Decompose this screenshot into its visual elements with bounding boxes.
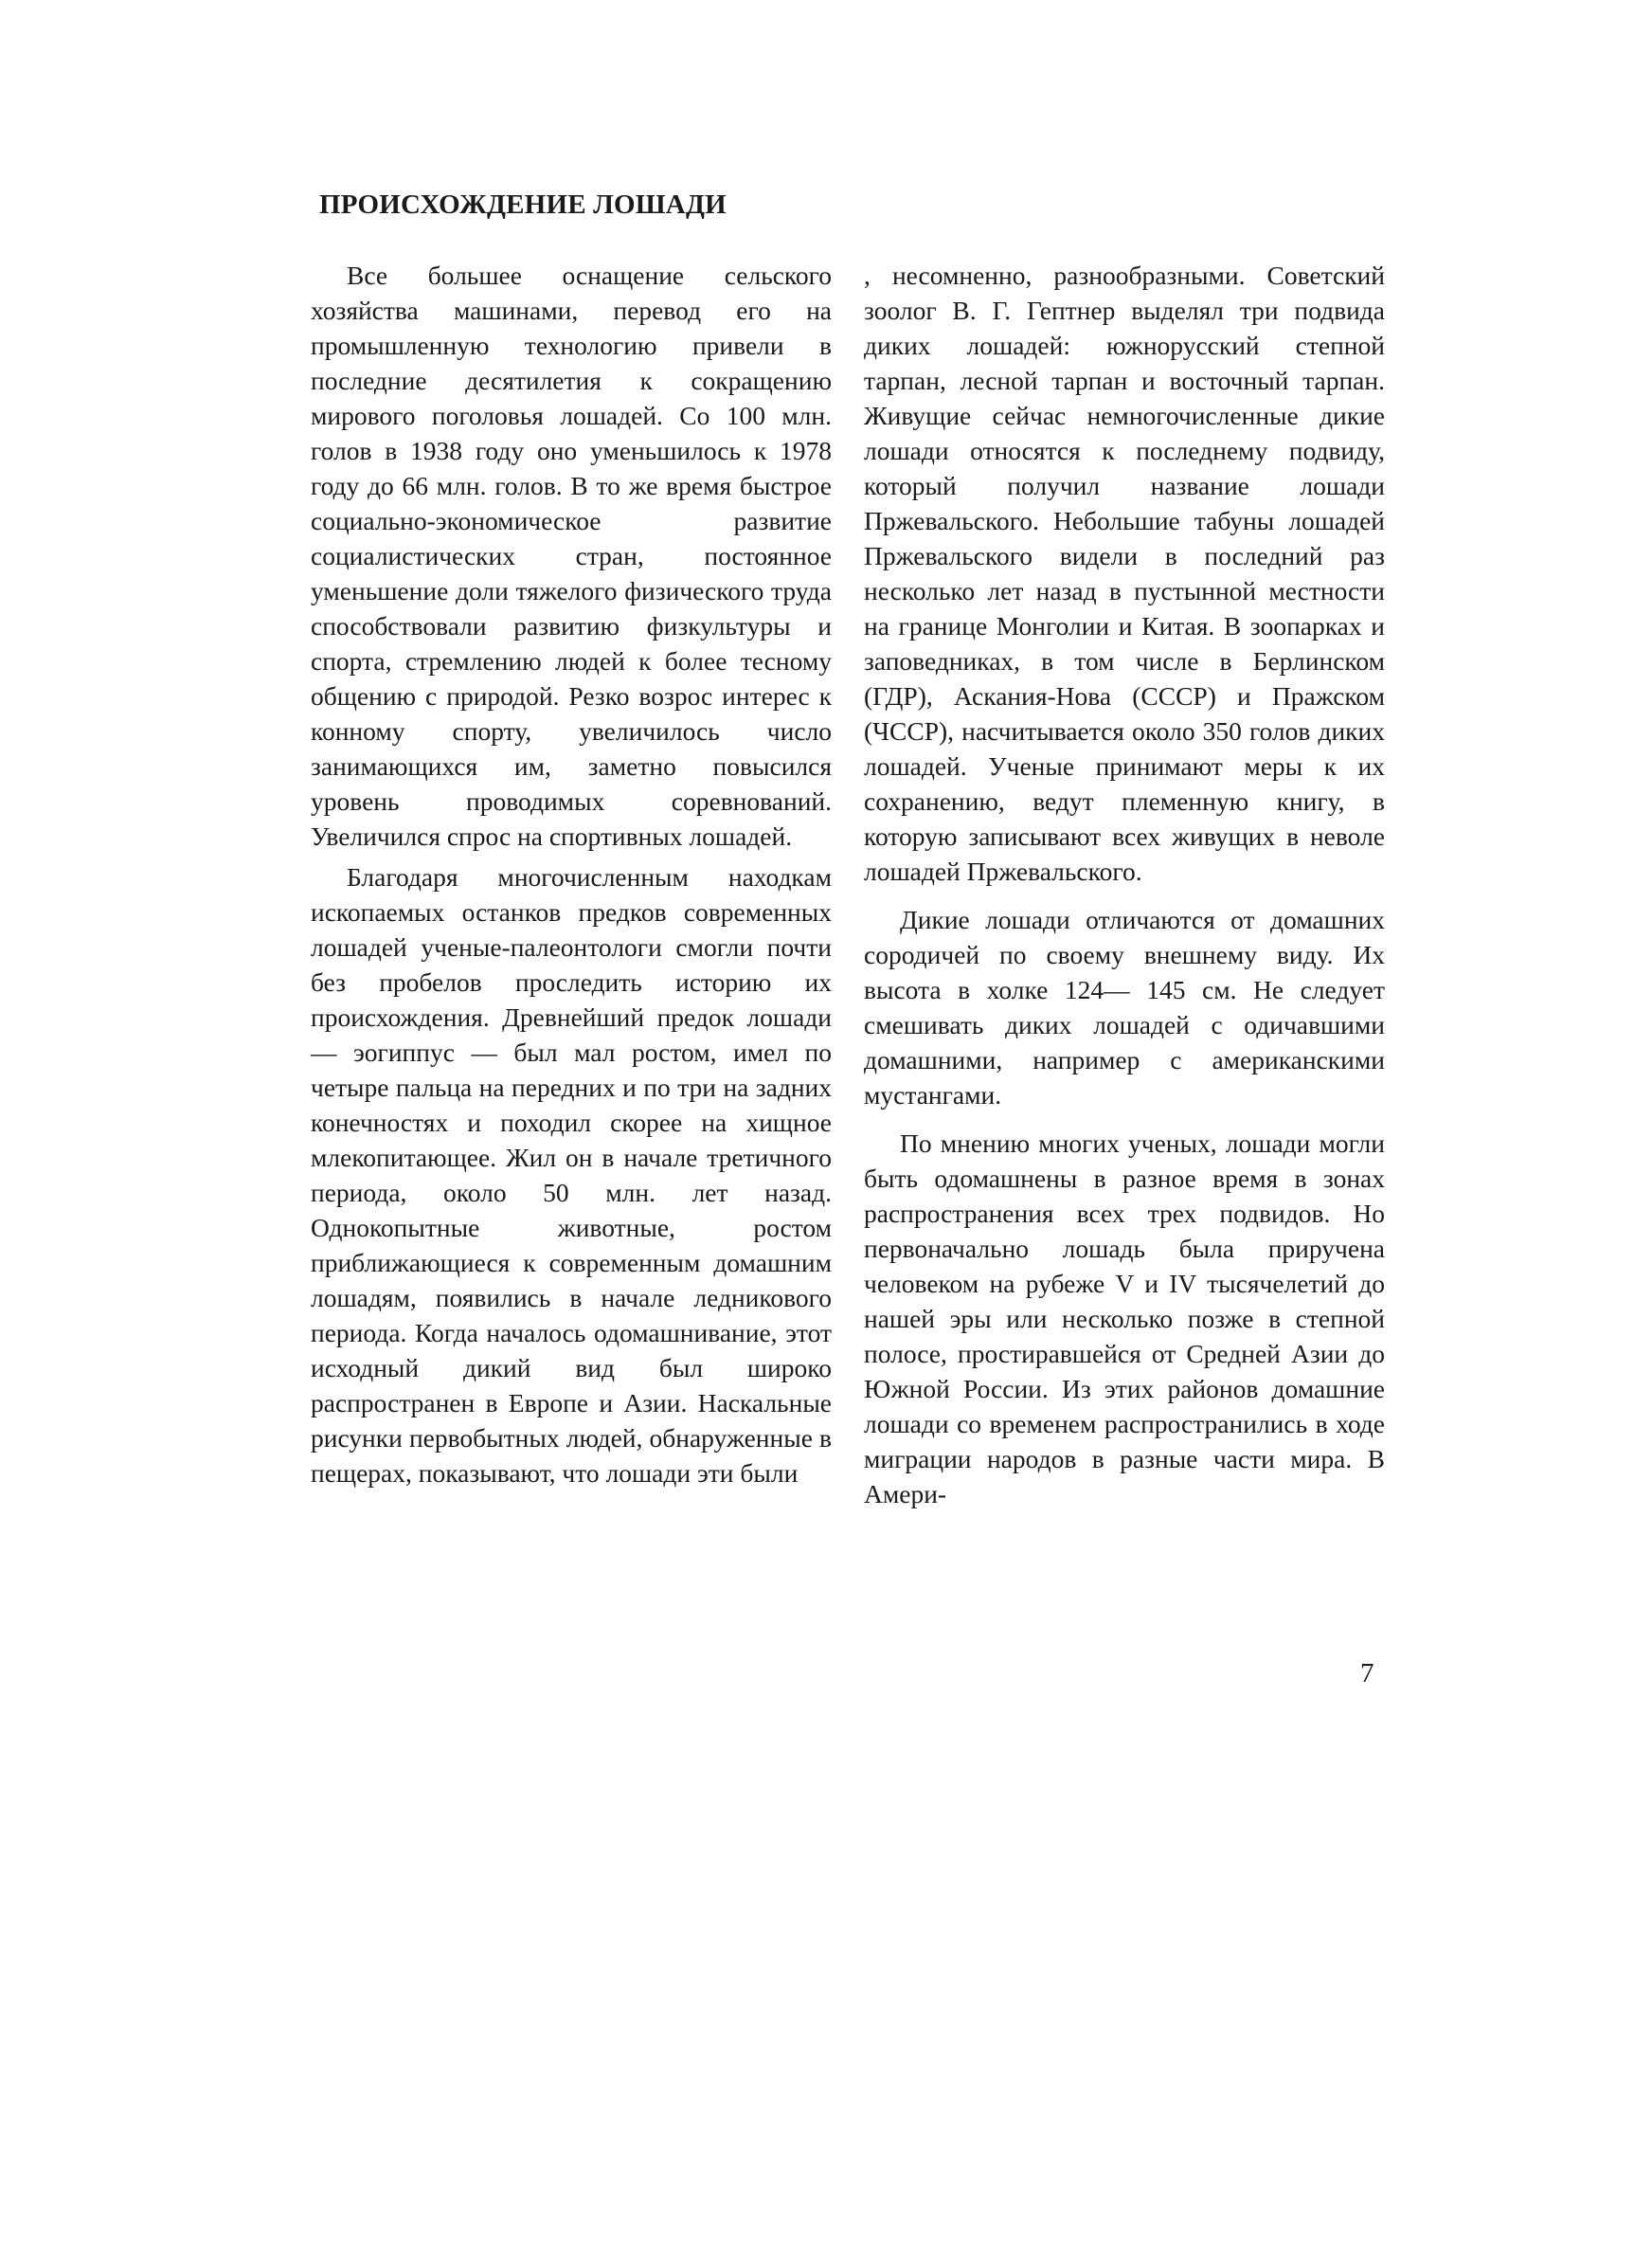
paragraph: , несомненно, разнообразными. Советский зоолог В. Г. Гептнер выделял три подвида диких лошадей: южнорусский степной тарпан, лесной тарпан и восточный тарпан. Живущие сейчас немногочисленные дикие лошади относятся к последнему подвиду, который получил название лошади Пржевальского. Небольшие табуны лошадей Пржевальского видели в последний раз несколько лет назад в пустынной местности на границе Монголии и Китая. В зоопарках и заповедниках, в том числе в Берлинском (ГДР), Аскания-Нова (СССР) и Пражском (ЧССР), насчитывается около 350 голов диких лошадей. Ученые принимают меры к их сохранению, ведут племенную книгу, в которую записывают всех живущих в неволе лошадей Пржевальского. (864, 261, 1385, 886)
right-column (864, 258, 1385, 1511)
page-number: 7 (1360, 1658, 1374, 1688)
page-title: ПРОИСХОЖДЕНИЕ ЛОШАДИ (319, 190, 727, 220)
paragraph: Благодаря многочисленным находкам ископаемых останков предков современных лошадей ученые-палеонтологи смогли почти без пробелов проследить историю их происхождения. Древнейший предок лошади — эогиппус — был мал ростом, имел по четыре пальца на передних и по три на задних конечностях и походил скорее на хищное млекопитающее. Жил он в начале третичного периода, около 50 млн. лет назад. Однокопытные животные, ростом приближающиеся к современным домашним лошадям, появились в начале ледникового периода. Когда началось одомашнивание, этот исходный дикий вид был широко распространен в Европе и Азии. Наскальные рисунки первобытных людей, обнаруженные в пещерах, показывают, что лошади эти были (311, 862, 832, 1488)
paragraph: Дикие лошади отличаются от домашних сородичей по своему внешнему виду. Их высота в холке 124— 145 см. Не следует смешивать диких лошадей с одичавшими домашними, например с американскими мустангами. (864, 905, 1385, 1110)
left-column (311, 258, 832, 1490)
paragraph: По мнению многих ученых, лошади могли быть одомашнены в разное время в зонах распространения всех трех подвидов. Но первоначально лошадь была приручена человеком на рубеже V и IV тысячелетий до нашей эры или несколько позже в степной полосе, простиравшейся от Средней Азии до Южной России. Из этих районов домашние лошади со временем распространились в ходе миграции народов в разные части мира. В Амери- (864, 1128, 1385, 1508)
paragraph: Все большее оснащение сельского хозяйства машинами, перевод его на промышленную технологию привели в последние десятилетия к сокращению мирового поголовья лошадей. Со 100 млн. голов в 1938 году оно уменьшилось к 1978 году до 66 млн. голов. В то же время быстрое социально-экономическое развитие социалистических стран, постоянное уменьшение доли тяжелого физического труда способствовали развитию физкультуры и спорта, стремлению людей к более тесному общению с природой. Резко возрос интерес к конному спорту, увеличилось число занимающихся им, заметно повысился уровень проводимых соревнований. Увеличился спрос на спортивных лошадей. (311, 261, 832, 851)
